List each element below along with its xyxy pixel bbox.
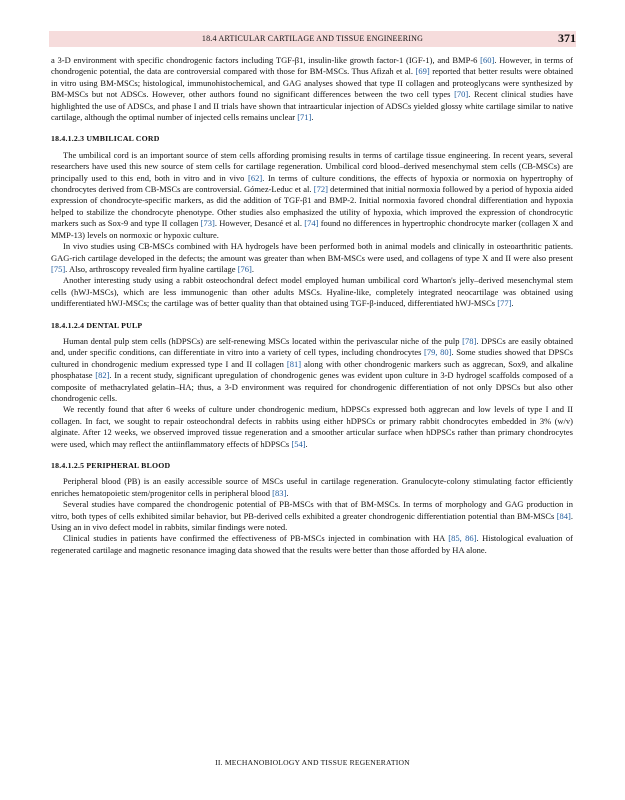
citation-link[interactable]: [76] [237,263,252,274]
citation-link[interactable]: [54] [291,438,306,449]
paragraph: Peripheral blood (PB) is an easily accessible source of MSCs useful in cartilage regeneration. Granulocyte-colony stimulating factor efficiently enriches hematopoietic stem/progenitor cells in peripheral blood [83]. [51,476,573,498]
paragraph: a 3-D environment with specific chondrogenic factors including TGF-β1, insulin-like growth factor-1 (IGF-1), and BMP-6 [60]. However, in terms of chondrogenic potential, the data are controversial compared with those for BM-MSCs. Thus Afizah et al. [69] reported that better results were obtained in vitro using BM-MSCs; histological, immunohistochemical, and GAG analyses showed that type II collagen and proteoglycans were synthesized by BM-MSCs but not ADSCs. However, other authors found no significant differences between the two cell types [70]. Recent clinical studies have highlighted the use of ADSCs, and phase I and II trials have shown that intraarticular injection of ADSCs yielded glossy white cartilage similar to native cartilage, although the optimal number of injected cells remains unclear [71]. [51,55,574,123]
section-heading-dental-pulp: 18.4.1.2.4 DENTAL PULP [51,320,143,330]
paragraph: Human dental pulp stem cells (hDPSCs) are self-renewing MSCs located within the perivascular niche of the pulp [78]. DPSCs are easily obtained and, under specific conditions, can differentiate in vitro into a variety of cell types, including chondrocytes [79, 80]. Some studies showed that DPSCs cultured in chondrogenic medium expressed type I and II collagen [81] along with other chondrogenic markers such as aggrecan, Sox9, and alkaline phosphatase [82]. In a recent study, significant upregulation of chondrogenic genes was evident upon culture in 3-D hydrogel scaffolds composed of a composite of methacrylated gelatin–HA; thus, a 3-D environment was required for chondrogenic differentiation of not only DPSCs but also other chondrogenic cells. [51,335,574,403]
section-heading-peripheral-blood: 18.4.1.2.5 PERIPHERAL BLOOD [51,461,171,470]
running-header-title: 18.4 ARTICULAR CARTILAGE AND TISSUE ENGINEERING [201,34,424,43]
paragraph: The umbilical cord is an important source of stem cells affording promising results in terms of cartilage tissue engineering. In recent years, several researchers have used this new source of stem cells for cartilage regeneration. Umbilical cord blood–derived mesenchymal stem cells (CB-MSCs) are principally used to this end, both in vitro and in vivo [62]. In terms of culture conditions, the effects of hypoxia or normoxia on hypertrophy of chondrocytes derived from CB-MSCs are controversial. Gómez-Leduc et al. [72] determined that initial normoxia followed by a period of hypoxia aided expression of chondrocyte-specific markers, as did the addition of TGF-β1 and BMP-2. Initial normoxia favored chondral differentiation and hypoxia helped to stabilize the chondrocyte phenotype. Other studies also emphasized the utility of hypoxia, which improved the expression of chondrocytic markers such as Sox-9 and type II collagen [73]. However, Desancé et al. [74] found no differences in hypertrophic chondrocyte marker (collagen X and MMP-13) levels on normoxic or hypoxic culture. [51,149,574,240]
article-body [51,55,573,556]
citation-link[interactable]: [70] [454,89,469,100]
paragraph: Several studies have compared the chondrogenic potential of PB-MSCs with that of BM-MSCs. In terms of morphology and GAG production in vitro, both types of cells exhibited similar behavior, but PB-derived cells exhibited a greater chondrogenic differentiation potential than BM-MSCs [84]. Using an in vivo defect model in rabbits, similar findings were noted. [51,499,573,533]
citation-link[interactable]: [82] [95,370,110,381]
citation-link[interactable]: [75] [51,263,66,274]
citation-link[interactable]: [83] [272,487,287,498]
paragraph: Clinical studies in patients have confirmed the effectiveness of PB-MSCs injected in combination with HA [85, 86]. Histological evaluation of regenerated cartilage and magnetic resonance imaging data showed that the results were better than those afforded by HA alone. [51,533,573,555]
paragraph: In vivo studies using CB-MSCs combined with HA hydrogels have been performed both in animal models and clinically in osteoarthritic patients. GAG-rich cartilage developed in the defects; the amount was greater than when BM-MSCs were used, and collagens of type X and II were also present [75]. Also, arthroscopy revealed firm hyaline cartilage [76]. [51,241,573,274]
citation-link[interactable]: [84] [556,510,571,521]
citation-link[interactable]: [62] [248,172,263,183]
running-header [49,31,576,47]
paragraph: We recently found that after 6 weeks of culture under chondrogenic medium, hDPSCs expressed both aggrecan and low levels of type I and II collagen. In fact, we sought to repair osteochondral defects in rabbits using either hDPSCs or primary rabbit chondrocytes embedded in 3% (w/v) alginate. After 12 weeks, we observed improved tissue regeneration and a smoother articular surface when hDPSCs rather than primary chondrocytes were used, which may reflect the antiinflammatory effects of hDPSCs [54]. [51,404,573,449]
citation-link[interactable]: [81] [286,358,302,369]
citation-link[interactable]: [72] [313,184,328,195]
page-number: 371 [558,31,576,45]
running-footer: II. MECHANOBIOLOGY AND TISSUE REGENERATION [215,758,410,767]
citation-link[interactable]: [79, 80] [424,347,452,358]
citation-link[interactable]: [77] [497,298,512,309]
section-heading-umbilical-cord: 18.4.1.2.3 UMBILICAL CORD [51,134,160,144]
citation-link[interactable]: [60] [480,55,495,65]
citation-link[interactable]: [85, 86] [448,533,477,544]
paragraph: Another interesting study using a rabbit osteochondral defect model employed human umbilical cord Wharton's jelly–derived mesenchymal stem cells (hWJ-MSCs), which are less immunogenic than other adults MSCs. Hyaline-like, completely integrated neocartilage was obtained using undifferentiated hWJ-MSCs; the cartilage was of better quality than that obtained using TGF-β-induced, differentiated hWJ-MSCs [77]. [51,275,573,309]
citation-link[interactable]: [71] [297,112,312,123]
citation-link[interactable]: [74] [304,218,319,229]
citation-link[interactable]: [78] [462,335,477,346]
citation-link[interactable]: [73] [200,218,215,229]
citation-link[interactable]: [69] [415,66,430,77]
